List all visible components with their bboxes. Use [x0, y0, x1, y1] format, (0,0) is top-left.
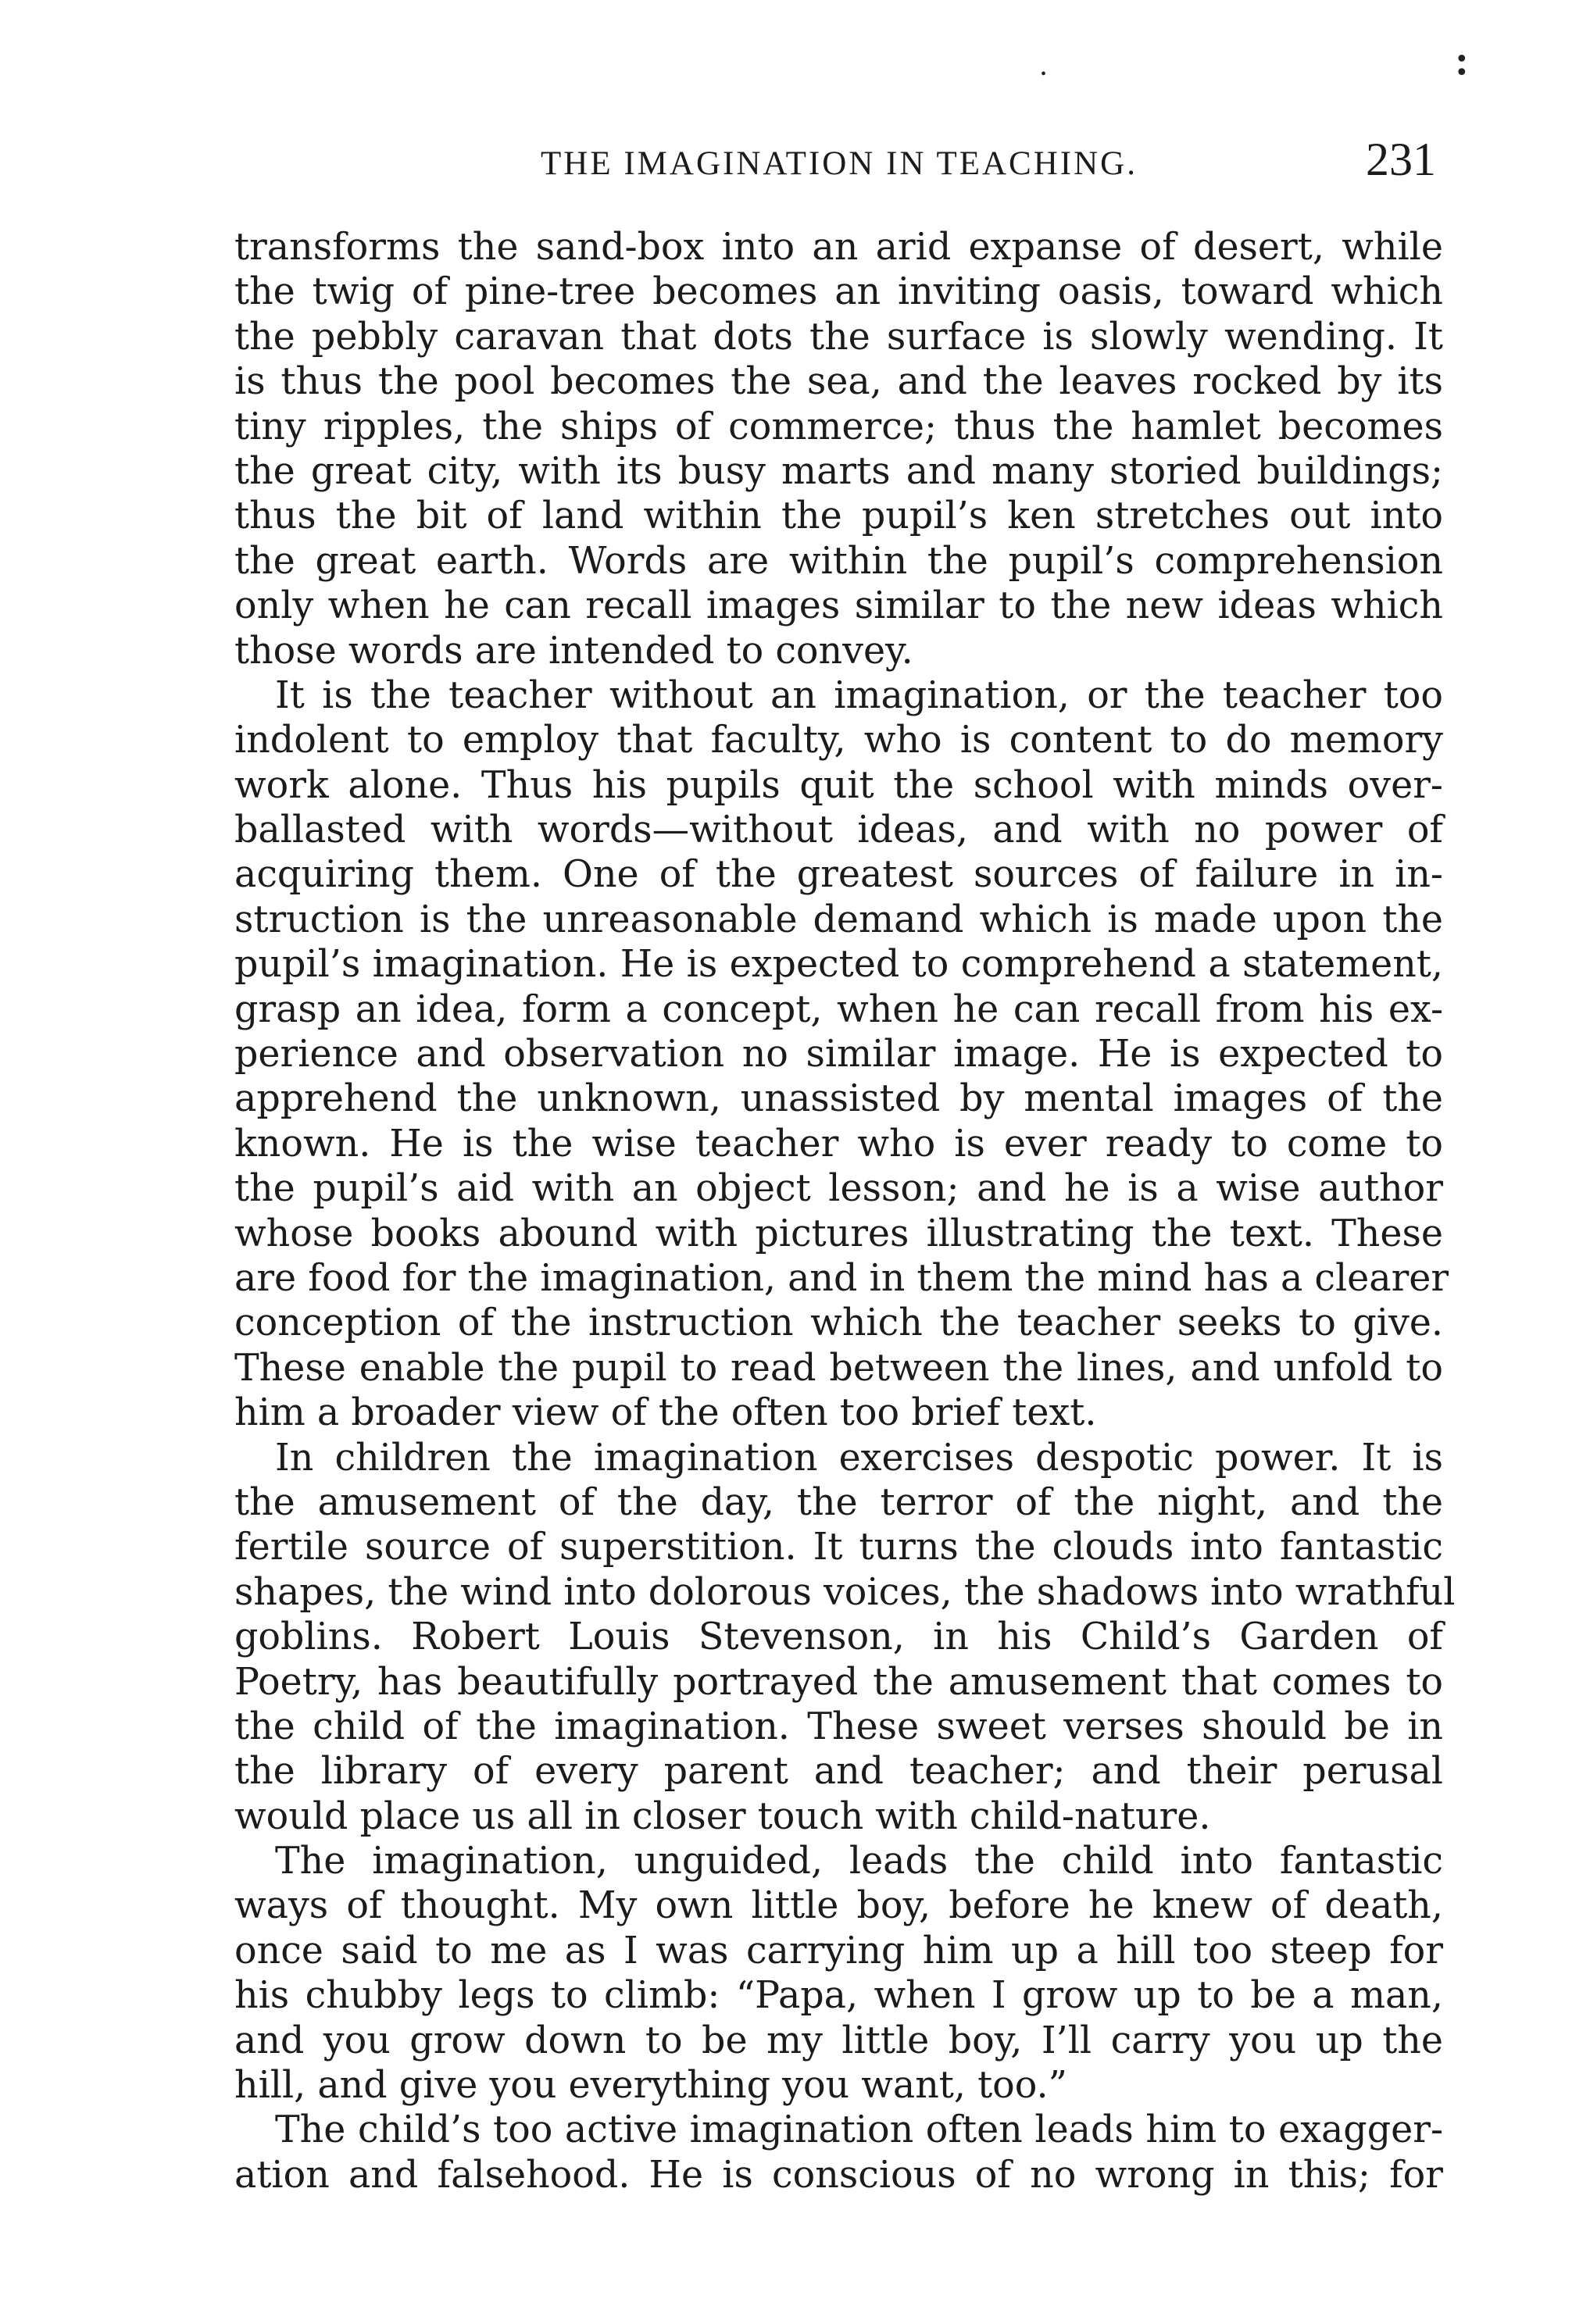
top-right-mark: :: [1455, 37, 1469, 84]
text-line: his chubby legs to climb: “Papa, when I grow up to be a man,: [234, 1974, 1443, 2018]
text-line: the child of the imagination. These sweet verses should be in: [234, 1705, 1443, 1748]
text-line: grasp an idea, form a concept, when he can recall from his ex-: [234, 987, 1443, 1031]
text-line: transforms the sand-box into an arid expanse of desert, while: [234, 226, 1443, 269]
text-line: acquiring them. One of the greatest sources of failure in in-: [234, 853, 1443, 897]
text-line: whose books abound with pictures illustrating the text. These: [234, 1212, 1443, 1255]
text-line: Poetry, has beautifully portrayed the amusement that comes to: [234, 1660, 1443, 1704]
text-line: conception of the instruction which the teacher seeks to give.: [234, 1301, 1443, 1345]
text-line: the library of every parent and teacher; and their perusal: [234, 1750, 1443, 1794]
text-line: the great city, with its busy marts and many storied buildings;: [234, 449, 1443, 493]
text-line: apprehend the unknown, unassisted by mental images of the: [234, 1077, 1443, 1121]
text-line: him a broader view of the often too brief text.: [234, 1391, 1097, 1435]
text-line: the twig of pine-tree becomes an inviting oasis, toward which: [234, 270, 1443, 314]
text-line: the pupil’s aid with an object lesson; and he is a wise author: [234, 1167, 1443, 1211]
text-line: The imagination, unguided, leads the child into fantastic: [275, 1840, 1443, 1883]
text-line: tiny ripples, the ships of commerce; thus the hamlet becomes: [234, 405, 1443, 448]
text-line: are food for the imagination, and in them the mind has a clearer: [234, 1256, 1449, 1300]
text-line: fertile source of superstition. It turns the clouds into fantastic: [234, 1526, 1443, 1569]
text-line: perience and observation no similar image. He is expected to: [234, 1033, 1443, 1076]
text-line: The child’s too active imagination often leads him to exagger-: [275, 2108, 1443, 2152]
text-line: those words are intended to convey.: [234, 629, 913, 673]
text-line: pupil’s imagination. He is expected to comprehend a statement,: [234, 943, 1443, 987]
body-text: [234, 225, 1456, 2197]
text-line: ballasted with words—without ideas, and with no power of: [234, 809, 1443, 852]
text-line: the pebbly caravan that dots the surface is slowly wending. It: [234, 315, 1443, 359]
top-center-mark: •: [1041, 66, 1047, 83]
text-line: would place us all in closer touch with child-nature.: [234, 1794, 1211, 1838]
text-line: the great earth. Words are within the pupil’s comprehension: [234, 539, 1443, 583]
text-line: hill, and give you everything you want, too.”: [234, 2064, 1067, 2108]
page-number: 231: [1366, 134, 1436, 185]
text-line: the amusement of the day, the terror of the night, and the: [234, 1480, 1443, 1524]
text-line: work alone. Thus his pupils quit the school with minds over-: [234, 763, 1443, 807]
text-line: indolent to employ that faculty, who is content to do memory: [234, 719, 1443, 762]
text-line: ways of thought. My own little boy, before he knew of death,: [234, 1884, 1443, 1928]
text-line: only when he can recall images similar to the new ideas which: [234, 584, 1443, 628]
text-line: ation and falsehood. He is conscious of no wrong in this; for: [234, 2153, 1443, 2197]
text-line: shapes, the wind into dolorous voices, the shadows into wrathful: [234, 1570, 1456, 1614]
text-line: These enable the pupil to read between the lines, and unfold to: [234, 1346, 1443, 1390]
text-line: known. He is the wise teacher who is ever ready to come to: [234, 1122, 1443, 1166]
running-head: THE IMAGINATION IN TEACHING.: [541, 145, 1138, 182]
text-line: In children the imagination exercises despotic power. It is: [275, 1436, 1443, 1480]
text-line: goblins. Robert Louis Stevenson, in his Child’s Garden of: [234, 1615, 1443, 1659]
text-line: once said to me as I was carrying him up a hill too steep for: [234, 1929, 1443, 1972]
text-line: and you grow down to be my little boy, I’ll carry you up the: [234, 2019, 1443, 2062]
text-line: It is the teacher without an imagination, or the teacher too: [275, 673, 1443, 717]
text-line: thus the bit of land within the pupil’s ken stretches out into: [234, 494, 1443, 538]
text-line: struction is the unreasonable demand which is made upon the: [234, 898, 1443, 941]
text-line: is thus the pool becomes the sea, and the leaves rocked by its: [234, 360, 1443, 404]
